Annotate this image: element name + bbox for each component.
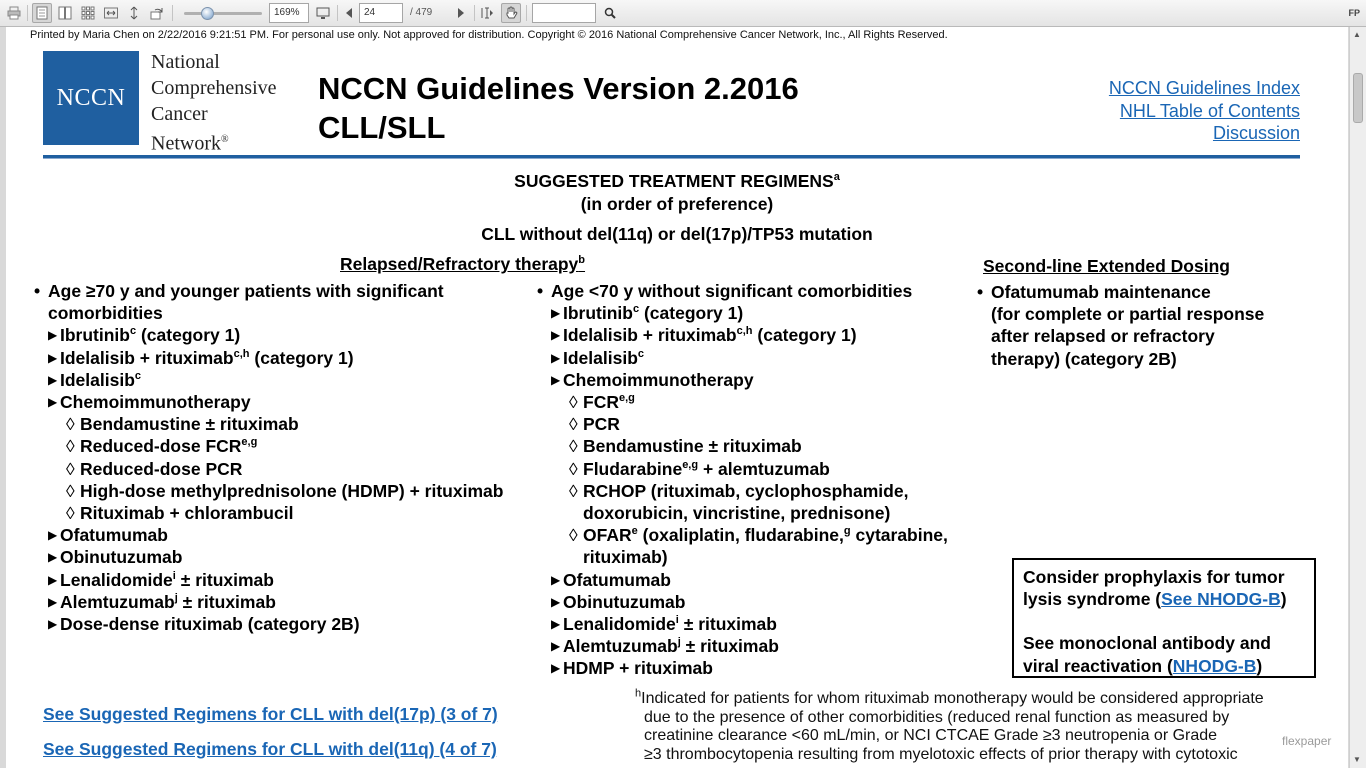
note-text: Consider prophylaxis for tumor xyxy=(1023,567,1285,587)
zoom-input[interactable]: 169% xyxy=(269,3,309,23)
bullet-icon: • xyxy=(34,281,41,301)
relapsed-heading-text: Relapsed/Refractory therapy xyxy=(340,254,579,274)
text-select-icon[interactable] xyxy=(477,3,497,23)
guidelines-index-link[interactable]: NCCN Guidelines Index xyxy=(1108,78,1300,98)
regimen-name: Idelalisib xyxy=(563,347,638,368)
footnote-ref: c,h xyxy=(736,325,753,338)
triangle-bullet-icon: ▶ xyxy=(48,572,58,587)
footnote-ref: e xyxy=(631,525,638,538)
printed-notice: Printed by Maria Chen on 2/22/2016 9:21:51 PM. For personal use only. Not approved for distribution. Copyright © 2016 National Comprehensive Cancer Network, Inc., All Rights Reserved. xyxy=(30,29,948,41)
extended-dosing-text: therapy) (category 2B) xyxy=(991,348,1177,369)
triangle-bullet-icon: ▶ xyxy=(551,328,561,343)
document-page xyxy=(6,27,1348,768)
regimen-name: FCR xyxy=(583,392,619,413)
regimen-name: Ibrutinib xyxy=(60,325,130,346)
note-text: ) xyxy=(1280,589,1287,610)
regimen-item xyxy=(34,324,503,346)
footnote-ref: c xyxy=(129,325,137,338)
regimen-name: Idelalisib xyxy=(60,369,135,390)
preference-note: (in order of preference) xyxy=(580,194,774,214)
sub-regimen-item xyxy=(34,413,503,435)
diamond-bullet-icon: ◊ xyxy=(66,436,75,457)
triangle-bullet-icon: ▶ xyxy=(551,661,561,676)
regimen-qualifier: (category 1) xyxy=(752,325,857,346)
regimen-name: Idelalisib + rituximab xyxy=(563,325,737,346)
diamond-bullet-icon: ◊ xyxy=(66,458,75,479)
group-heading xyxy=(977,281,1264,303)
regimen-item xyxy=(34,569,503,591)
nccn-logo xyxy=(43,51,139,145)
regimen-name: Ibrutinib xyxy=(563,303,633,324)
sub-regimen-item xyxy=(34,458,503,480)
triangle-bullet-icon: ▶ xyxy=(48,350,58,365)
zoom-slider-track[interactable] xyxy=(184,12,262,15)
regimen-item xyxy=(537,347,948,369)
footnote-ref: a xyxy=(833,171,840,184)
footnote-ref: c xyxy=(632,303,640,316)
regimen-name: Chemoimmunotherapy xyxy=(60,392,251,413)
guideline-subtitle: CLL/SLL xyxy=(318,110,446,145)
relapsed-heading xyxy=(340,254,585,275)
viewer-toolbar xyxy=(0,0,1366,27)
regimen-item xyxy=(34,347,503,369)
diamond-bullet-icon: ◊ xyxy=(569,458,578,479)
logo-word: Comprehensive xyxy=(151,77,277,99)
header-divider-thin xyxy=(43,158,1300,159)
footnote-text: Indicated for patients for whom rituximab monotherapy would be considered appropriate xyxy=(641,690,1264,707)
regimen-qualifier: (category 1) xyxy=(249,347,354,368)
diamond-bullet-icon: ◊ xyxy=(569,414,578,435)
diamond-bullet-icon: ◊ xyxy=(569,480,578,501)
hand-tool-icon[interactable] xyxy=(501,3,521,23)
two-page-icon[interactable] xyxy=(55,3,75,23)
regimen-item xyxy=(34,591,503,613)
logo-wordmark xyxy=(151,49,277,157)
logo-registered-mark: ® xyxy=(220,134,229,145)
footnote-ref: c xyxy=(637,347,645,360)
triangle-bullet-icon: ▶ xyxy=(551,594,561,609)
regimen-item xyxy=(537,613,948,635)
next-page-icon[interactable] xyxy=(451,3,471,23)
regimen-name-continued: doxorubicin, vincristine, prednisone) xyxy=(583,503,891,524)
triangle-bullet-icon: ▶ xyxy=(551,350,561,365)
regimen-qualifier: cytarabine, xyxy=(850,525,948,546)
triangle-bullet-icon: ▶ xyxy=(48,328,58,343)
triangle-bullet-icon: ▶ xyxy=(551,572,561,587)
regimen-qualifier: ± rituximab xyxy=(680,636,779,657)
logo-abbr: NCCN xyxy=(56,84,126,111)
regimen-name: Ofatumumab xyxy=(563,569,671,590)
diamond-bullet-icon: ◊ xyxy=(569,392,578,413)
triangle-bullet-icon: ▶ xyxy=(48,395,58,410)
regimen-item xyxy=(34,613,503,635)
sub-regimen-item xyxy=(34,435,503,457)
footnote-ref: i xyxy=(172,569,176,582)
group-heading-continued: comorbidities xyxy=(48,303,163,324)
prophylaxis-note-box xyxy=(1012,558,1316,678)
triangle-bullet-icon: ▶ xyxy=(551,639,561,654)
triangle-bullet-icon: ▶ xyxy=(551,617,561,632)
header-links xyxy=(1109,77,1300,145)
regimen-item xyxy=(537,657,948,679)
brand-label: FP xyxy=(1348,8,1360,18)
footnote-ref: b xyxy=(578,254,586,267)
regimen-qualifier: (category 1) xyxy=(639,303,744,324)
scroll-up-icon[interactable]: ▲ xyxy=(1353,30,1361,39)
regimen-name: Idelalisib + rituximab xyxy=(60,347,234,368)
group-heading-text: Age <70 y without significant comorbidities xyxy=(551,281,913,301)
regimen-name: Reduced-dose FCR xyxy=(80,436,242,457)
thumbnail-icon[interactable] xyxy=(78,3,98,23)
regimen-name: Chemoimmunotherapy xyxy=(563,369,754,390)
logo-word: Network xyxy=(151,132,221,155)
sub-regimen-item xyxy=(537,480,948,502)
fullscreen-icon[interactable] xyxy=(313,3,333,23)
regimen-qualifier: + alemtuzumab xyxy=(698,458,830,479)
regimen-item xyxy=(34,524,503,546)
diamond-bullet-icon: ◊ xyxy=(569,525,578,546)
regimen-name: Bendamustine ± rituximab xyxy=(583,436,802,457)
regimen-item xyxy=(537,324,948,346)
discussion-link[interactable]: Discussion xyxy=(1212,123,1300,143)
footnote-ref: e,g xyxy=(241,436,258,449)
population-heading: CLL without del(11q) or del(17p)/TP53 mutation xyxy=(481,224,873,244)
page-total: / 479 xyxy=(410,7,433,18)
regimen-item xyxy=(34,546,503,568)
regimen-name: RCHOP (rituximab, cyclophosphamide, xyxy=(583,480,909,501)
guideline-title: NCCN Guidelines Version 2.2016 xyxy=(318,71,799,106)
diamond-bullet-icon: ◊ xyxy=(66,480,75,501)
diamond-bullet-icon: ◊ xyxy=(66,414,75,435)
del11q-regimens-link[interactable]: See Suggested Regimens for CLL with del(11q) (4 of 7) xyxy=(43,739,497,759)
regimen-name: Dose-dense rituximab (category 2B) xyxy=(60,614,360,635)
regimen-name: Rituximab + chlorambucil xyxy=(80,503,294,524)
regimen-item xyxy=(34,391,503,413)
regimen-name: HDMP + rituximab xyxy=(563,658,713,679)
footnote-ref: c,h xyxy=(233,347,250,360)
scroll-thumb[interactable] xyxy=(1353,73,1363,123)
footnote-text: due to the presence of other comorbidities (reduced renal function as measured by xyxy=(644,708,1230,726)
footnote-text: ≥3 thrombocytopenia resulting from myelotoxic effects of prior therapy with cytotoxic xyxy=(644,745,1238,763)
regimen-item xyxy=(537,591,948,613)
regimen-name: PCR xyxy=(583,414,620,435)
regimen-name: Bendamustine ± rituximab xyxy=(80,414,299,435)
sub-regimen-item xyxy=(537,413,948,435)
regimen-item xyxy=(34,369,503,391)
logo-word: National xyxy=(151,51,220,73)
triangle-bullet-icon: ▶ xyxy=(48,528,58,543)
note-text: See monoclonal antibody and xyxy=(1023,633,1271,654)
footnote-ref: e,g xyxy=(682,458,699,471)
triangle-bullet-icon: ▶ xyxy=(551,372,561,387)
footnote-ref: e,g xyxy=(618,392,635,405)
triangle-bullet-icon: ▶ xyxy=(48,372,58,387)
footnote-ref: g xyxy=(843,525,851,538)
search-input[interactable] xyxy=(532,3,596,23)
footnote-ref: j xyxy=(677,636,681,649)
diamond-bullet-icon: ◊ xyxy=(569,436,578,457)
single-page-icon[interactable] xyxy=(32,3,52,23)
fit-width-icon[interactable] xyxy=(101,3,121,23)
younger-patients-column xyxy=(537,280,948,680)
triangle-bullet-icon: ▶ xyxy=(551,306,561,321)
regimen-name: Alemtuzumab xyxy=(563,636,678,657)
print-icon[interactable] xyxy=(4,3,24,23)
sub-regimen-item xyxy=(537,524,948,546)
regimen-name: Obinutuzumab xyxy=(563,591,686,612)
note-text: ) xyxy=(1256,655,1263,676)
extended-dosing-text: Ofatumumab maintenance xyxy=(991,282,1211,302)
regimen-qualifier: ± rituximab xyxy=(678,614,777,635)
footnote-h xyxy=(635,687,1315,764)
footnote-marker: h xyxy=(635,687,642,700)
sub-regimen-item xyxy=(34,480,503,502)
regimen-name: Lenalidomide xyxy=(60,569,173,590)
nhodg-b-link[interactable]: See NHODG-B xyxy=(1161,589,1281,610)
fit-height-icon[interactable] xyxy=(124,3,144,23)
extended-dosing-heading: Second-line Extended Dosing xyxy=(983,256,1230,276)
group-heading xyxy=(537,280,948,302)
note-text: viral reactivation ( xyxy=(1023,655,1173,676)
regimen-item xyxy=(537,569,948,591)
regimen-name: Reduced-dose PCR xyxy=(80,458,243,479)
regimen-item xyxy=(537,369,948,391)
regimen-qualifier: ± rituximab xyxy=(175,569,274,590)
footnote-ref: j xyxy=(174,592,178,605)
regimen-name: Lenalidomide xyxy=(563,614,676,635)
bullet-icon: • xyxy=(537,281,544,301)
triangle-bullet-icon: ▶ xyxy=(48,550,58,565)
prev-page-icon[interactable] xyxy=(339,3,359,23)
sub-regimen-item xyxy=(537,435,948,457)
regimens-heading-text: SUGGESTED TREATMENT REGIMENS xyxy=(514,171,834,191)
older-patients-column xyxy=(34,280,503,635)
regimen-name: Obinutuzumab xyxy=(60,547,183,568)
logo-word: Cancer xyxy=(151,103,208,125)
regimen-qualifier: (category 1) xyxy=(136,325,241,346)
triangle-bullet-icon: ▶ xyxy=(48,617,58,632)
regimen-item xyxy=(537,635,948,657)
regimen-name: Ofatumumab xyxy=(60,525,168,546)
scroll-down-icon[interactable]: ▼ xyxy=(1353,755,1361,764)
regimen-name: Alemtuzumab xyxy=(60,591,175,612)
regimen-qualifier: ± rituximab xyxy=(177,591,276,612)
del17p-regimens-link[interactable]: See Suggested Regimens for CLL with del(17p) (3 of 7) xyxy=(43,704,498,724)
footnote-text: creatinine clearance <60 mL/min, or NCI CTCAE Grade ≥3 neutropenia or Grade xyxy=(644,727,1218,744)
zoom-slider-thumb[interactable] xyxy=(201,7,214,20)
flexpaper-watermark: flexpaper xyxy=(1282,734,1332,748)
note-text: lysis syndrome ( xyxy=(1023,589,1162,610)
group-heading xyxy=(34,280,503,302)
sub-regimen-item xyxy=(537,391,948,413)
extended-dosing-text: after relapsed or refractory xyxy=(991,326,1215,347)
search-icon[interactable] xyxy=(600,3,620,23)
group-heading-text: Age ≥70 y and younger patients with significant xyxy=(48,281,444,301)
nhodg-b-link-2[interactable]: NHODG-B xyxy=(1172,655,1257,676)
sub-regimen-item xyxy=(537,458,948,480)
page-number-input[interactable]: 24 xyxy=(359,3,403,23)
extended-dosing-column xyxy=(977,281,1264,370)
triangle-bullet-icon: ▶ xyxy=(48,594,58,609)
sub-regimen-item xyxy=(34,502,503,524)
bullet-icon: • xyxy=(977,282,984,302)
footnote-ref: c xyxy=(134,369,142,382)
footnote-ref: i xyxy=(675,614,679,627)
regimen-name-continued: rituximab) xyxy=(583,547,668,568)
rotate-icon[interactable] xyxy=(147,3,167,23)
diamond-bullet-icon: ◊ xyxy=(66,503,75,524)
vertical-scrollbar[interactable] xyxy=(1349,27,1366,768)
regimens-heading xyxy=(6,171,1348,192)
regimen-name: OFAR xyxy=(583,525,632,546)
regimen-name: High-dose methylprednisolone (HDMP) + rituximab xyxy=(80,480,504,501)
regimen-name: Fludarabine xyxy=(583,458,683,479)
extended-dosing-text: (for complete or partial response xyxy=(991,304,1265,325)
regimen-qualifier: (oxaliplatin, fludarabine, xyxy=(637,525,844,546)
regimen-item xyxy=(537,302,948,324)
nhl-toc-link[interactable]: NHL Table of Contents xyxy=(1119,100,1300,121)
